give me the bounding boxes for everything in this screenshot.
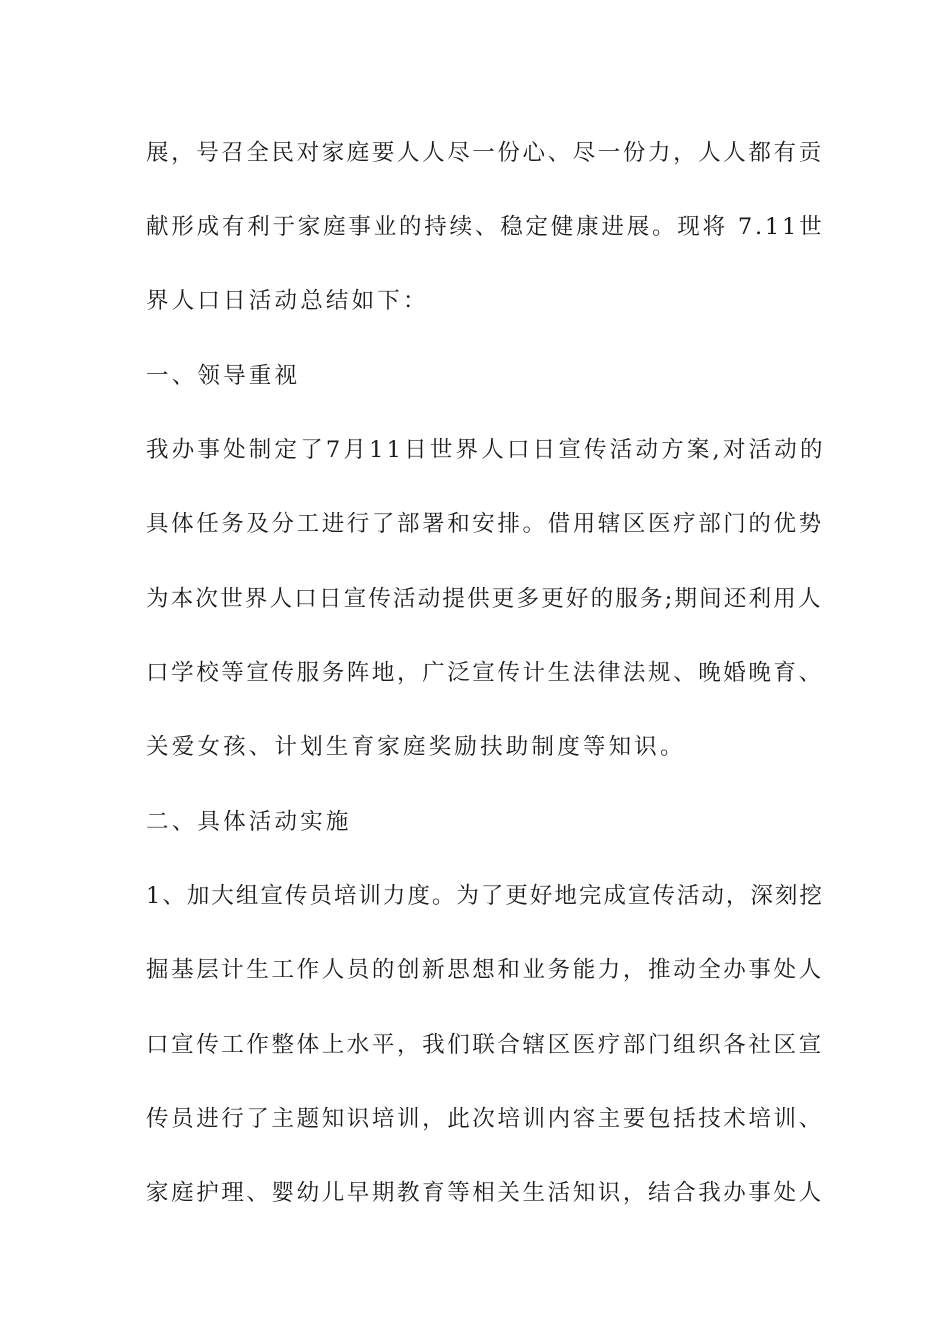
paragraph-line: 口学校等宣传服务阵地，广泛宣传计生法律法规、晚婚晚育、: [146, 660, 824, 686]
paragraph-line: 我办事处制定了7月11日世界人口日宣传活动方案,对活动的: [146, 437, 826, 463]
section-heading: 一、领导重视: [146, 363, 301, 389]
paragraph-line: 1、加大组宣传员培训力度。为了更好地完成宣传活动，深刻挖: [146, 883, 824, 909]
paragraph-line: 献形成有利于家庭事业的持续、稳定健康进展。现将 7.11世: [146, 214, 825, 240]
paragraph-line: 口宣传工作整体上水平，我们联合辖区医疗部门组织各社区宣: [146, 1032, 824, 1058]
paragraph-line: 家庭护理、婴幼儿早期教育等相关生活知识，结合我办事处人: [146, 1180, 824, 1206]
paragraph-line: 关爱女孩、计划生育家庭奖励扶助制度等知识。: [146, 734, 686, 760]
paragraph-line: 具体任务及分工进行了部署和安排。借用辖区医疗部门的优势: [146, 511, 824, 537]
paragraph-line: 界人口日活动总结如下：: [146, 288, 429, 314]
section-heading: 二、具体活动实施: [146, 809, 352, 835]
paragraph-line: 传员进行了主题知识培训，此次培训内容主要包括技术培训、: [146, 1106, 824, 1132]
paragraph-line: 掘基层计生工作人员的创新思想和业务能力，推动全办事处人: [146, 957, 824, 983]
paragraph-line: 展，号召全民对家庭要人人尽一份心、尽一份力，人人都有贡: [146, 140, 824, 166]
paragraph-line: 为本次世界人口日宣传活动提供更多更好的服务;期间还利用人: [146, 586, 823, 612]
